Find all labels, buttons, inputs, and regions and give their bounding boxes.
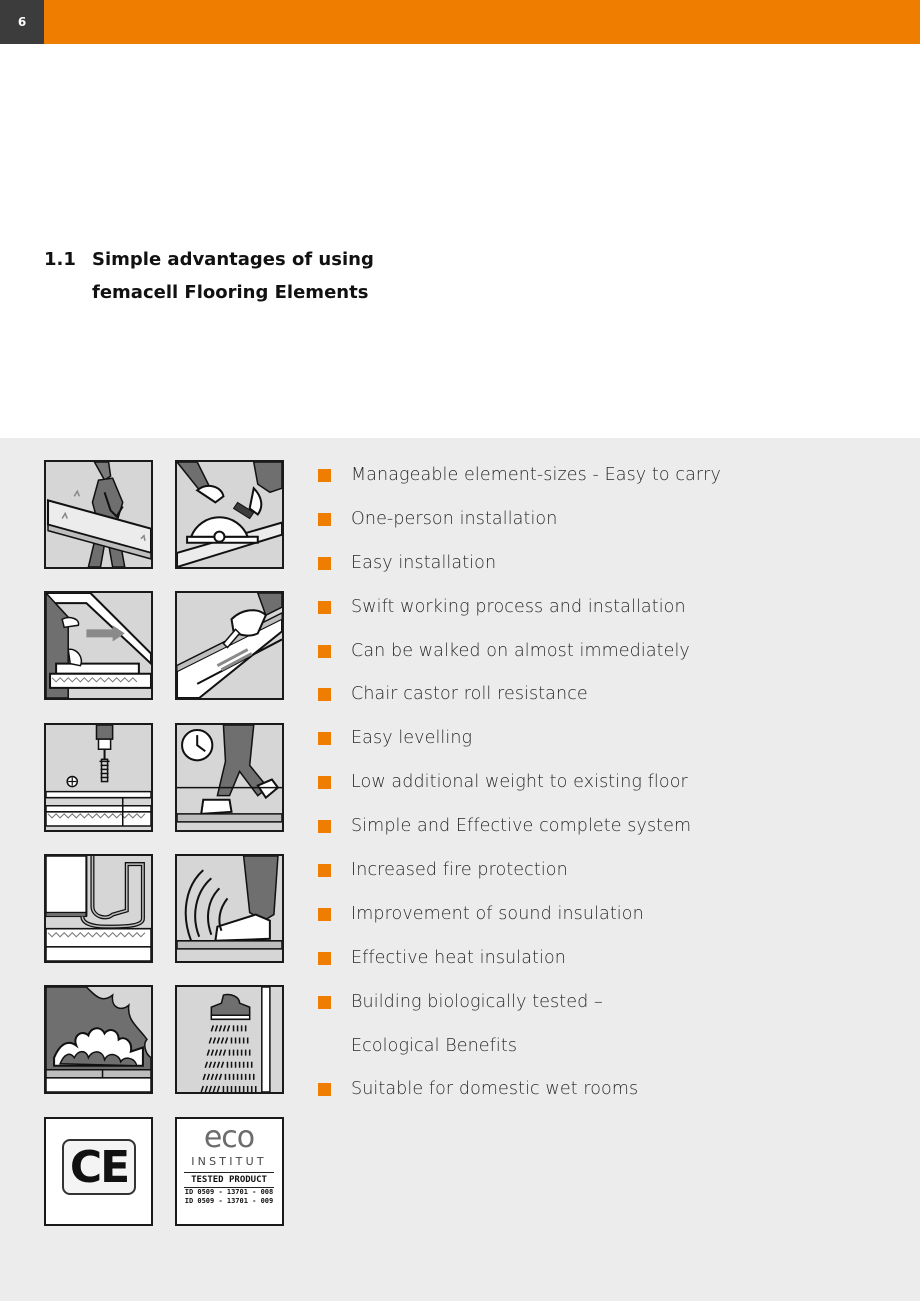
list-item: Manageable element-sizes - Easy to carry <box>318 455 721 499</box>
ce-mark-icon <box>44 1117 153 1226</box>
drill-screw-icon <box>44 723 153 832</box>
eco-logo: eco <box>203 1120 255 1155</box>
bullet-square-icon <box>318 557 331 570</box>
eco-id-1: ID 0509 - 13701 - 008 <box>184 1188 274 1196</box>
ce-mark-logo: CE <box>62 1139 136 1195</box>
list-item: Building biologically tested – <box>318 982 721 1026</box>
bullet-square-icon <box>318 601 331 614</box>
circular-saw-icon <box>175 460 284 569</box>
list-item: One-person installation <box>318 499 721 543</box>
bullet-square-icon <box>318 645 331 658</box>
section-heading <box>44 243 374 309</box>
carrying-board-icon <box>44 460 153 569</box>
gluing-joint-icon <box>175 591 284 700</box>
list-item: Simple and Effective complete system <box>318 806 721 850</box>
eco-institut-label: INSTITUT <box>191 1155 267 1168</box>
page-number: 6 <box>0 0 44 44</box>
bullet-square-icon <box>318 820 331 833</box>
walking-clock-icon <box>175 723 284 832</box>
advantages-list <box>318 455 721 1113</box>
bullet-square-icon <box>318 952 331 965</box>
list-item: Suitable for domestic wet rooms <box>318 1069 721 1113</box>
eco-tested-label: TESTED PRODUCT <box>191 1175 267 1185</box>
bullet-square-icon <box>318 732 331 745</box>
eco-id-2: ID 0509 - 13701 - 009 <box>184 1197 274 1205</box>
underfloor-heating-icon <box>44 854 153 963</box>
joining-boards-icon <box>44 591 153 700</box>
list-item: Low additional weight to existing floor <box>318 762 721 806</box>
bullet-square-icon <box>318 864 331 877</box>
header-bar <box>0 0 920 44</box>
list-item: Can be walked on almost immediately <box>318 631 721 675</box>
section-title-line2: femacell Flooring Elements <box>92 282 369 303</box>
bullet-square-icon <box>318 513 331 526</box>
list-item: Easy levelling <box>318 718 721 762</box>
list-item: Easy installation <box>318 543 721 587</box>
list-item: Increased fire protection <box>318 850 721 894</box>
section-title-line1: Simple advantages of using <box>92 249 374 270</box>
sound-insulation-icon <box>175 854 284 963</box>
bullet-square-icon <box>318 688 331 701</box>
bullet-square-icon <box>318 1083 331 1096</box>
bullet-square-icon <box>318 469 331 482</box>
list-item: Chair castor roll resistance <box>318 674 721 718</box>
list-item-continuation: Ecological Benefits <box>351 1035 518 1056</box>
bullet-square-icon <box>318 908 331 921</box>
list-item: Swift working process and installation <box>318 587 721 631</box>
shower-icon <box>175 985 284 1094</box>
fire-icon <box>44 985 153 1094</box>
list-item: Effective heat insulation <box>318 938 721 982</box>
section-number: 1.1 <box>44 249 76 270</box>
eco-institut-icon <box>175 1117 284 1226</box>
bullet-square-icon <box>318 776 331 789</box>
list-item: Improvement of sound insulation <box>318 894 721 938</box>
bullet-square-icon <box>318 996 331 1009</box>
